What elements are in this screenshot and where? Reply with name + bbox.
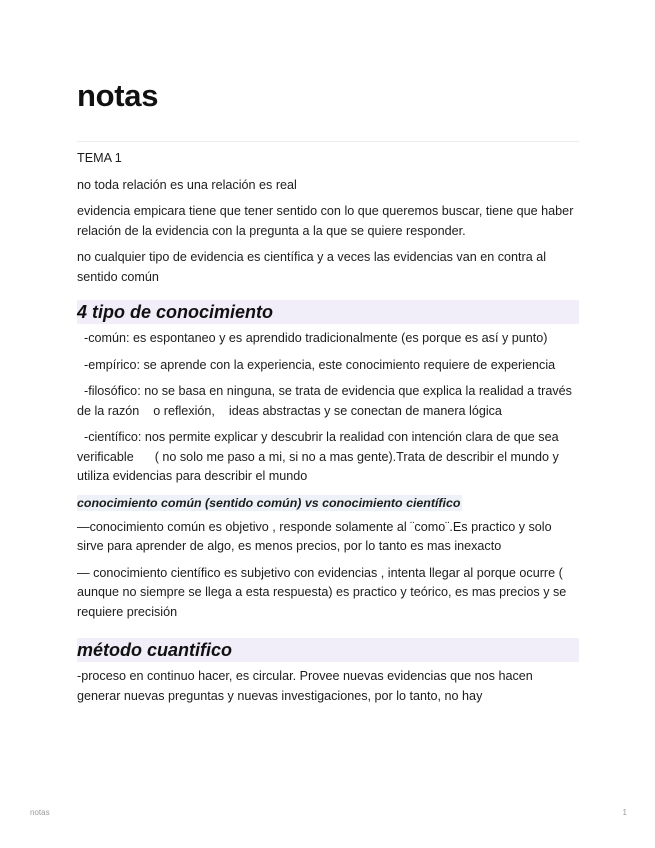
list-item-cientifico: -científico: nos permite explicar y descubrir la realidad con intención clara de que sea verificable ( no solo me paso a mi, si no a mas gente).Trata de describir el mundo y utiliza evidencias para describir el mundo [77,430,563,483]
list-item-empirico: -empírico: se aprende con la experiencia, este conocimiento requiere de experiencia [77,357,556,372]
title-divider [77,141,579,142]
subheading-comparison [77,494,579,513]
list-item-filosofico: -filosófico: no se basa en ninguna, se trata de evidencia que explica la realidad a través de la razón o reflexión, ideas abstractas y se conectan de manera lógica [77,384,576,418]
section-heading-metodo: método cuantifico [77,638,579,662]
comparison-comun: —conocimiento común es objetivo , responde solamente al ¨como¨.Es practico y solo sirve para aprender de algo, es menos precios, por lo tanto es mas inexacto [77,519,552,553]
page-title: notas [77,78,159,113]
footer-page-number: 1 [622,808,627,817]
paragraph-tema: TEMA 1 [77,151,122,165]
section-heading-conocimiento: 4 tipo de conocimiento [77,300,579,324]
footer-doc-name: notas [30,808,50,817]
comparison-cientifico: — conocimiento científico es subjetivo con evidencias , intenta llegar al porque ocurre ( aunque no siempre se llega a esta respuesta) es practico y teórico, es mas precios y se requiere precisión [77,565,567,619]
paragraph-proceso: -proceso en continuo hacer, es circular. Provee nuevas evidencias que nos hacen generar nuevas preguntas y nuevas investigaciones, por lo tanto, no hay [77,669,533,703]
paragraph-evidencia: evidencia empicara tiene que tener sentido con lo que queremos buscar, tiene que haber relación de la evidencia con la pregunta a la que se quiere responder. [77,204,574,238]
document-body [77,149,579,713]
paragraph-relacion: no toda relación es una relación es real [77,177,297,192]
list-item-comun: -común: es espontaneo y es aprendido tradicionalmente (es porque es así y punto) [77,331,548,345]
paragraph-tipo-evidencia: no cualquier tipo de evidencia es científica y a veces las evidencias van en contra al sentido común [77,250,547,284]
subheading-comparison-text: conocimiento común (sentido común) vs conocimiento científico [77,495,461,510]
